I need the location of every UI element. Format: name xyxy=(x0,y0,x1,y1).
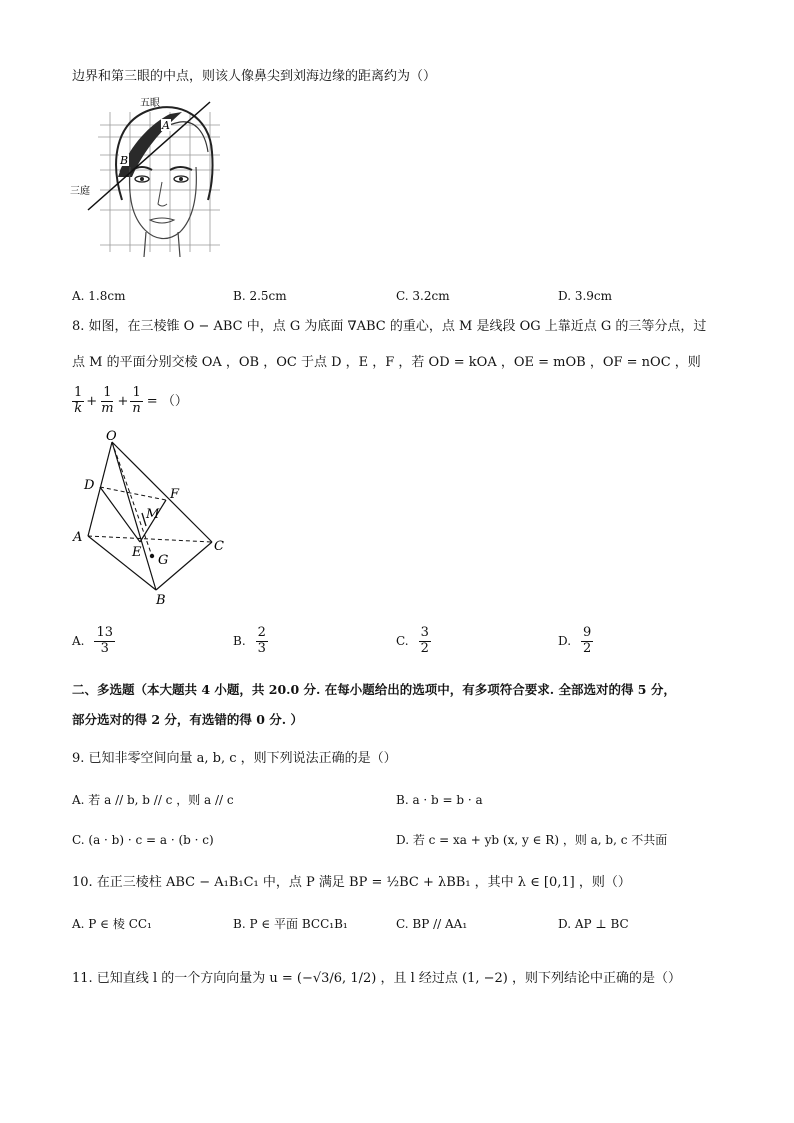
q7-option-b[interactable]: B. 2.5cm xyxy=(233,289,287,303)
q10-stem: 10. 在正三棱柱 ABC − A₁B₁C₁ 中，点 P 满足 BP = ½BC + λBB₁ ，其中 λ ∈ [0,1] ，则（） xyxy=(72,875,631,890)
q7-option-c[interactable]: C. 3.2cm xyxy=(396,289,450,303)
q9-option-b[interactable]: B. a · b = b · a xyxy=(396,793,483,807)
vertex-a: A xyxy=(73,530,83,545)
q11-stem: 11. 已知直线 l 的一个方向向量为 u = (−√3/6, 1/2) ，且 l 经过点 (1, −2) ，则下列结论中正确的是（） xyxy=(72,971,681,986)
label-a: A xyxy=(162,119,170,132)
point-e: E xyxy=(132,545,142,560)
q9-option-c[interactable]: C. (a · b) · c = a · (b · c) xyxy=(72,833,214,847)
q8-stem-line1: 8. 如图，在三棱锥 O − ABC 中，点 G 为底面 ∇ABC 的重心，点 M 是线段 OG 上靠近点 G 的三等分点，过 xyxy=(72,319,707,334)
label-three-sections: 三庭 xyxy=(70,186,90,197)
label-b: B xyxy=(120,154,129,167)
q8-stem-line2: 点 M 的平面分别交棱 OA ，OB ，OC 于点 D ，E ，F ，若 OD = kOA ，OE = mOB ，OF = nOC ，则 xyxy=(72,355,701,370)
face-figure xyxy=(70,92,240,272)
point-g: G xyxy=(158,553,169,568)
q10-option-b[interactable]: B. P ∈ 平面 BCC₁B₁ xyxy=(233,917,348,931)
section2-heading-line1: 二、多选题（本大题共 4 小题，共 20.0 分. 在每小题给出的选项中，有多项符合要求. 全部选对的得 5 分， xyxy=(72,682,676,697)
q8-option-b[interactable]: B. $\frac{2}{3}$ xyxy=(233,625,266,656)
q10-option-a[interactable]: A. P ∈ 棱 CC₁ xyxy=(72,917,152,931)
q7-stem-tail: 边界和第三眼的中点，则该人像鼻尖到刘海边缘的距离约为（） xyxy=(72,69,437,84)
q9-option-d[interactable]: D. 若 c = xa + yb (x, y ∈ R) ，则 a, b, c 不共面 xyxy=(396,833,668,847)
point-f: F xyxy=(170,487,180,502)
q9-stem: 9. 已知非零空间向量 a, b, c ，则下列说法正确的是（） xyxy=(72,751,397,766)
tetrahedron-figure xyxy=(70,428,240,608)
q10-option-d[interactable]: D. AP ⊥ BC xyxy=(558,917,629,931)
q10-option-c[interactable]: C. BP // AA₁ xyxy=(396,917,468,931)
point-m: M xyxy=(146,507,160,522)
q7-option-d[interactable]: D. 3.9cm xyxy=(558,289,613,303)
q8-option-c[interactable]: C. $\frac{3}{2}$ xyxy=(396,625,429,656)
point-d: D xyxy=(84,478,95,493)
q8-expression: $\frac{1}{k}$ + $\frac{1}{m}$ + $\frac{1}{n}$ = （） xyxy=(74,385,188,416)
section2-heading-line2: 部分选对的得 2 分，有选错的得 0 分. ） xyxy=(72,712,304,727)
vertex-c: C xyxy=(214,539,224,554)
q8-option-a[interactable]: A. $\frac{13}{3}$ xyxy=(72,625,114,656)
label-five-eyes: 五眼 xyxy=(140,98,160,109)
vertex-o: O xyxy=(106,429,117,444)
q7-option-a[interactable]: A. 1.8cm xyxy=(72,289,126,303)
q9-option-a[interactable]: A. 若 a // b, b // c ，则 a // c xyxy=(72,793,234,807)
vertex-b: B xyxy=(156,593,166,608)
q8-option-d[interactable]: D. $\frac{9}{2}$ xyxy=(558,625,592,656)
